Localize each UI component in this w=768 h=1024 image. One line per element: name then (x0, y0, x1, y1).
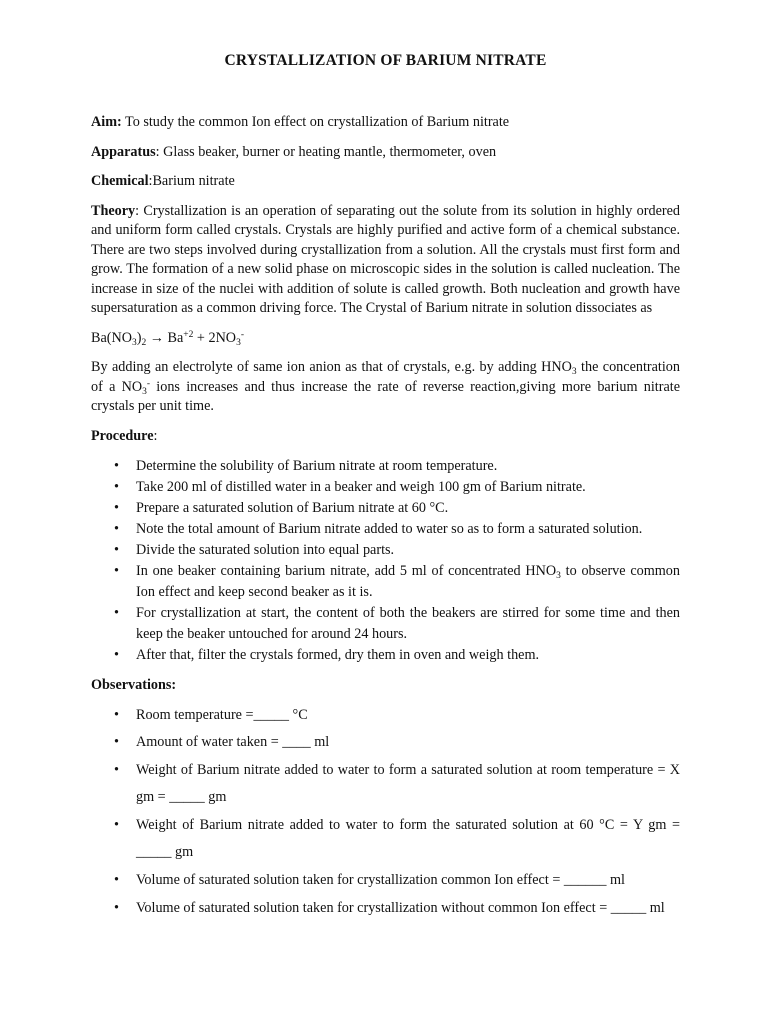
list-item: • Divide the saturated solution into equal parts. (91, 540, 680, 561)
observations-heading: Observations: (91, 677, 177, 693)
list-item: • Note the total amount of Barium nitrate added to water so as to form a saturated solution. (91, 519, 680, 540)
list-item: • In one beaker containing barium nitrate, add 5 ml of concentrated $HNO_3$ to observe common Ion effect and keep second beaker as it is. (114, 563, 680, 600)
bullet-icon: • (114, 542, 119, 558)
list-item: • After that, filter the crystals formed, dry them in oven and weigh them. (91, 645, 680, 666)
list-item: • Volume of saturated solution taken for crystallization common Ion effect = ______ ml (91, 867, 680, 895)
procedure-heading: Procedure: (91, 427, 158, 444)
page-title: CRYSTALLIZATION OF BARIUM NITRATE (224, 52, 547, 69)
bullet-icon: • (114, 734, 119, 751)
bullet-icon: • (114, 605, 119, 621)
theory-text: : Crystallization is an operation of separating out the solute from its solution in highly ordered and uniform form called crystals. Crystals are highly purified and active form of a chemical substance. There are two steps involved during crystallization from a solution. All the crystals must first form and grow. The formation of a new solid phase on microscopic sides in the solution is called nucleation. The increase in size of the nuclei with addition of solute is called growth. Both nucleation and growth have supersaturation as a common driving force. The Crystal of Barium nitrate in solution dissociates as (91, 202, 680, 316)
procedure-list (91, 456, 680, 666)
bullet-icon: • (114, 706, 119, 723)
list-item: • For crystallization at start, the content of both the beakers are stirred for some time and then keep the beaker untouched for around 24 hours. (114, 605, 680, 642)
aim-text: To study the common Ion effect on crystallization of Barium nitrate (121, 114, 510, 130)
apparatus-label: Apparatus (91, 143, 156, 160)
list-item: • Weight of Barium nitrate added to water to form a saturated solution at room temperature = X gm = _____ gm (91, 757, 680, 812)
list-item: • Prepare a saturated solution of Barium nitrate at 60 °C. (91, 498, 680, 519)
bullet-icon: • (114, 647, 119, 663)
bullet-icon: • (114, 521, 119, 537)
bullet-icon: • (114, 479, 119, 495)
observations-list (91, 702, 680, 923)
chemical-label: Chemical (91, 173, 149, 189)
bullet-icon: • (114, 458, 119, 474)
electrolyte-paragraph: By adding an electrolyte of same ion anion as that of crystals, e.g. by adding $HNO_3$ the concentration of a $NO_3^-$ ions increases and thus increase the rate of reverse reaction,giving more barium nitrate crystals per unit time. (91, 359, 681, 414)
aim-paragraph (91, 113, 680, 133)
bullet-icon: • (114, 500, 119, 516)
list-item: • Room temperature =_____ °C (91, 702, 680, 730)
list-item: • Weight of Barium nitrate added to water to form the saturated solution at 60 °C = Y gm = _____ gm (91, 812, 680, 867)
chemical-text: :Barium nitrate (148, 173, 235, 189)
bullet-icon: • (114, 872, 119, 889)
apparatus-paragraph (91, 143, 680, 163)
bullet-icon: • (114, 899, 119, 916)
bullet-icon: • (114, 563, 119, 579)
apparatus-text: : Glass beaker, burner or heating mantle, thermometer, oven (155, 143, 497, 160)
list-item: • Volume of saturated solution taken for crystallization without common Ion effect = _____ ml (91, 895, 680, 923)
list-item: • Take 200 ml of distilled water in a beaker and weigh 100 gm of Barium nitrate. (91, 477, 680, 498)
bullet-icon: • (114, 761, 119, 778)
chemical-paragraph (91, 172, 680, 192)
bullet-icon: • (114, 816, 119, 833)
aim-label: Aim: (91, 114, 122, 130)
dissociation-equation: $Ba(NO_3)_2 \to Ba^{+2} + 2NO_3^-$ (91, 329, 244, 348)
list-item: • Amount of water taken = ____ ml (91, 729, 680, 757)
list-item: • Determine the solubility of Barium nitrate at room temperature. (91, 456, 680, 477)
theory-label: Theory (91, 202, 136, 219)
theory-paragraph (91, 202, 680, 319)
